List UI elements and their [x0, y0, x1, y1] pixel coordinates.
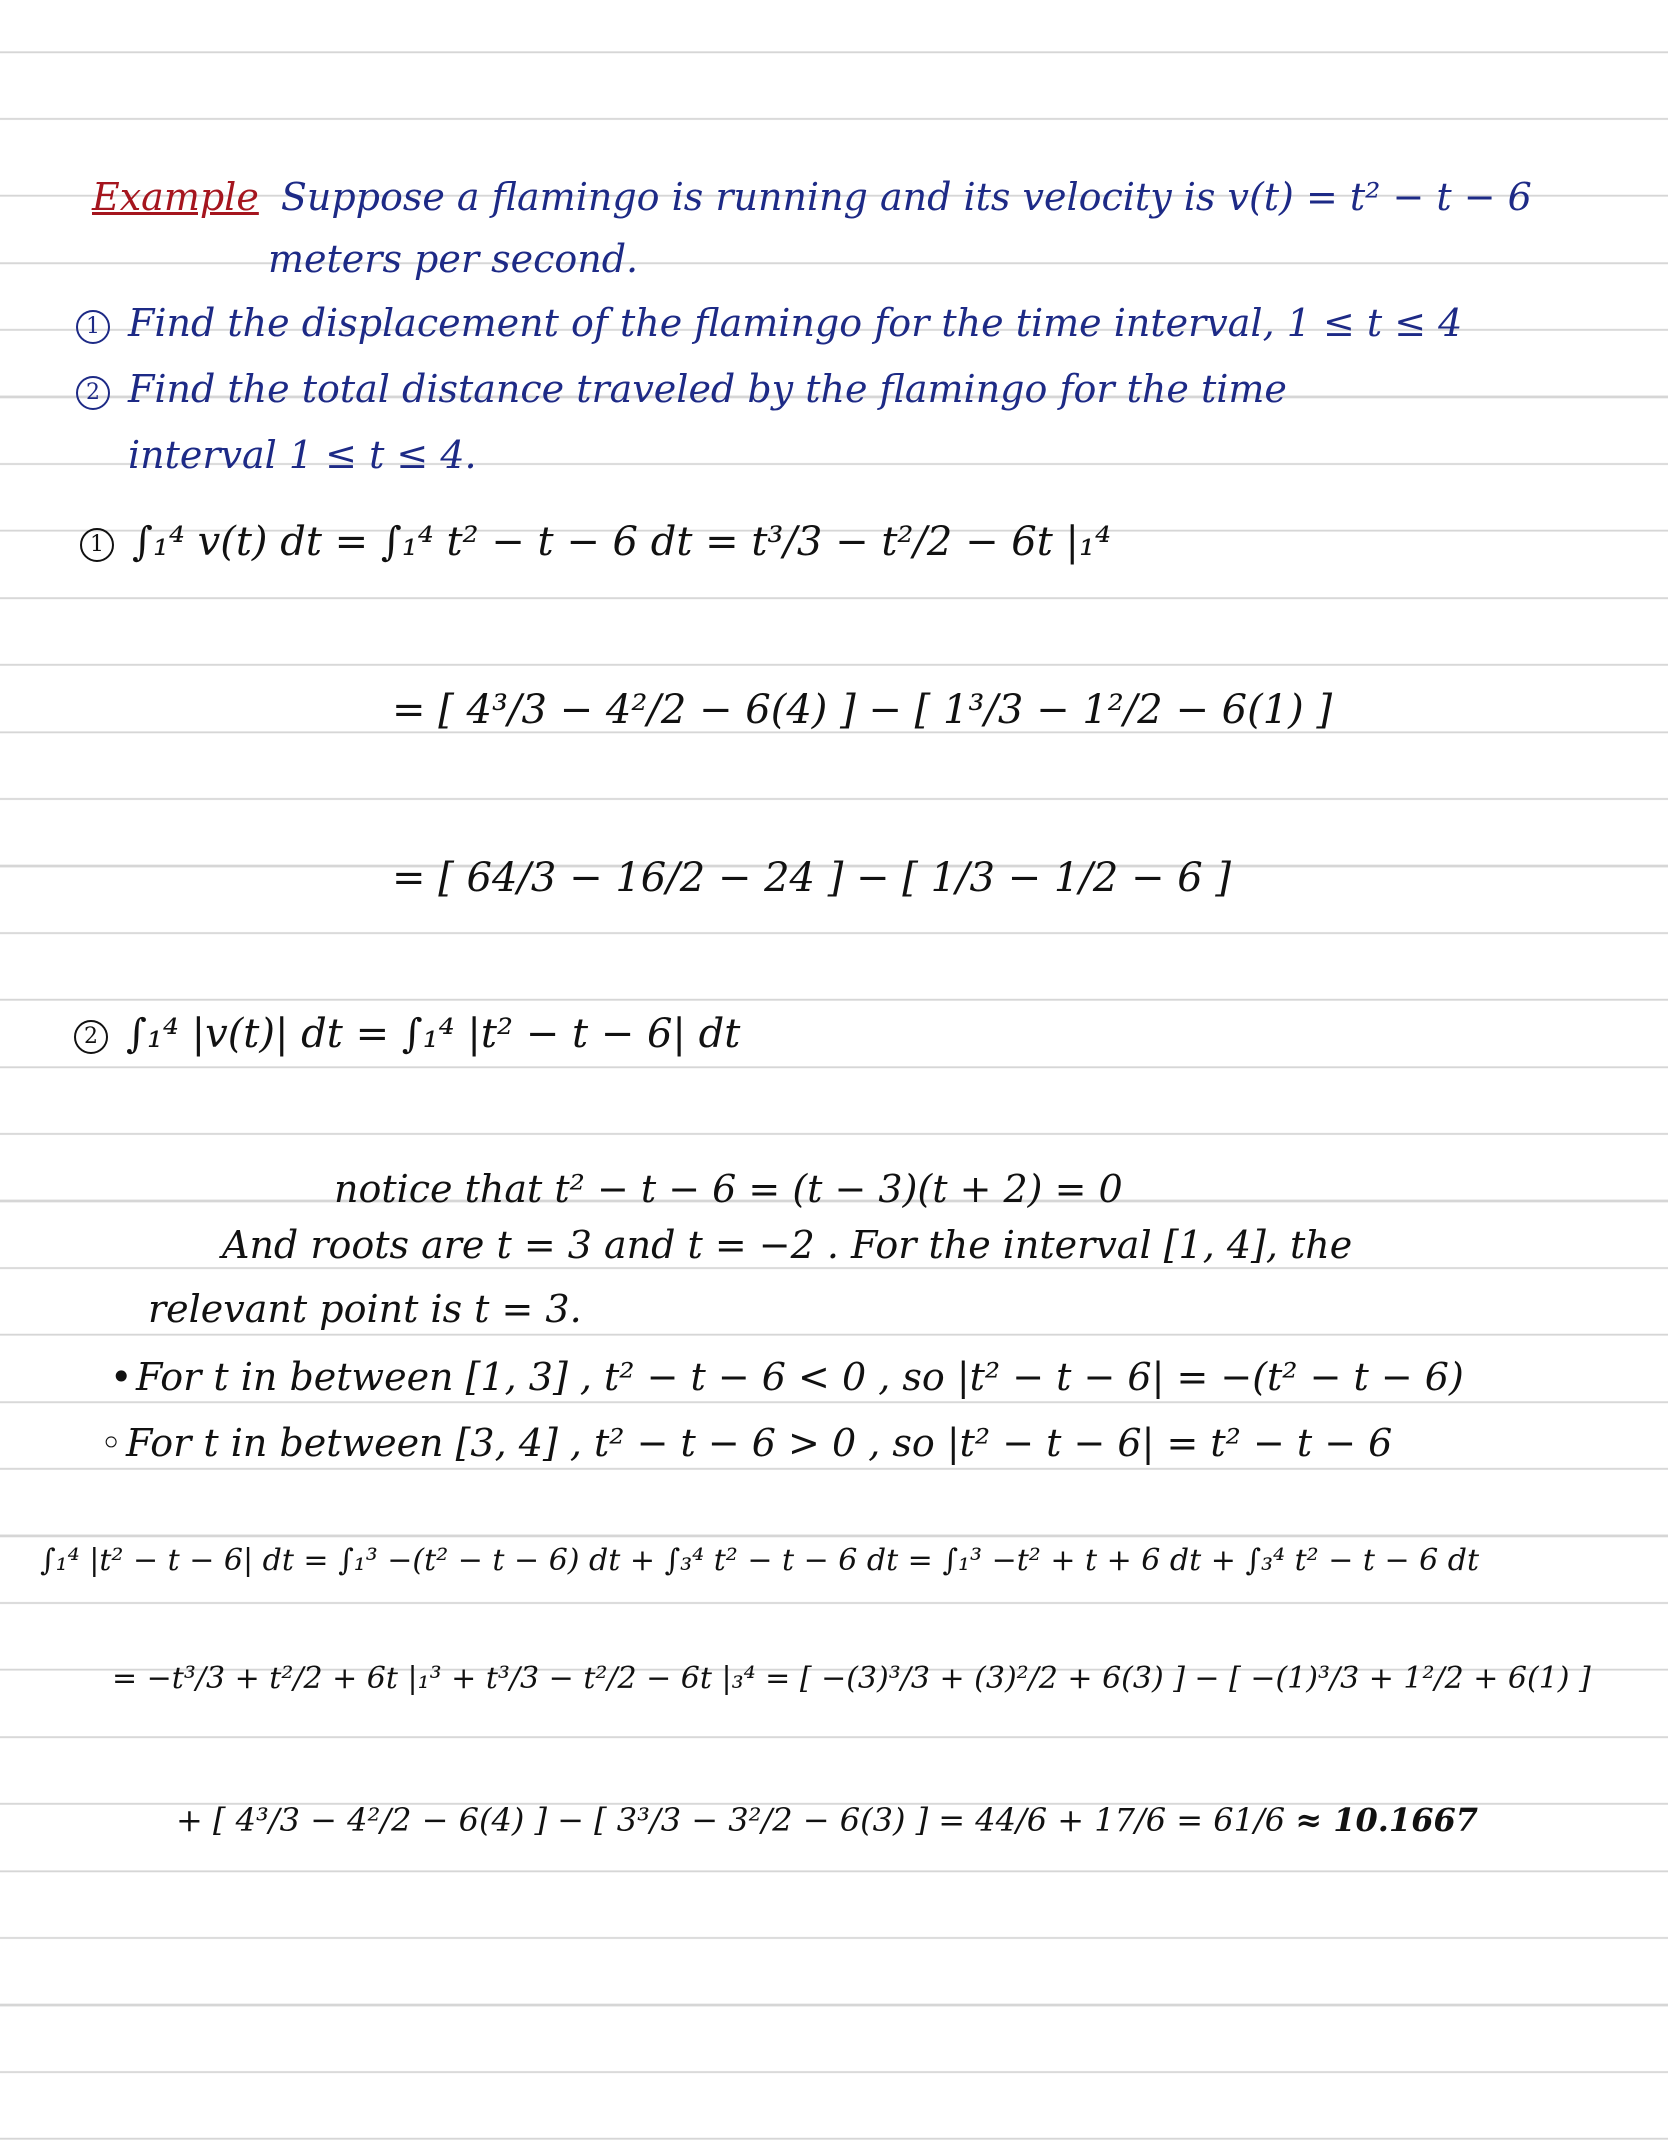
part-2-line-1: ∫₁⁴ |v(t)| dt = ∫₁⁴ |t² − t − 6| dt: [126, 1011, 741, 1057]
bullet-2-text: For t in between [3, 4] , t² − t − 6 > 0 , so |t² − t − 6| = t² − t − 6: [126, 1421, 1393, 1465]
example-title: Example: [92, 175, 259, 219]
example-line-1: [92, 175, 1532, 219]
part-2-label: 2: [74, 1020, 108, 1054]
bullet-icon: •: [110, 1355, 133, 1399]
part-2-eval-line-2: [176, 1801, 1478, 1839]
question-1: [76, 301, 1463, 345]
part-2-roots: And roots are t = 3 and t = −2 . For the interval [1, 4], the: [222, 1223, 1353, 1267]
bullet-item-2: [100, 1421, 1393, 1465]
bullet-item-1: [110, 1355, 1464, 1399]
example-line-2: meters per second.: [268, 237, 639, 281]
bullet-1-text: For t in between [1, 3] , t² − t − 6 < 0 , so |t² − t − 6| = −(t² − t − 6): [136, 1355, 1464, 1399]
part-2-eval-line-1: = −t³/3 + t²/2 + 6t |₁³ + t³/3 − t²/2 − 6t |₃⁴ = [ −(3)³/3 + (3)²/2 + 6(3) ] − [ −(1)³/3 + 1²/2 + 6(1) ]: [112, 1661, 1591, 1696]
part-1-line-3: = [ 64/3 − 16/2 − 24 ] − [ 1/3 − 1/2 − 6 ]: [392, 855, 1231, 901]
part-1-line-1: ∫₁⁴ v(t) dt = ∫₁⁴ t² − t − 6 dt = t³/3 − t²/2 − 6t |₁⁴: [132, 519, 1112, 565]
circled-number-2: 2: [76, 376, 110, 410]
example-intro: Suppose a flamingo is running and its velocity is v(t) = t² − t − 6: [280, 175, 1532, 219]
part-2-integral: [74, 1011, 741, 1057]
circled-number-1: 1: [76, 310, 110, 344]
question-2: [76, 367, 1287, 411]
final-answer: ≈ 10.1667: [1295, 1801, 1478, 1839]
part-2-relevant-point: relevant point is t = 3.: [148, 1287, 582, 1331]
question-2-line-2: interval 1 ≤ t ≤ 4.: [128, 433, 477, 477]
part-1-label: 1: [80, 528, 114, 562]
question-1-text: Find the displacement of the flamingo for the time interval, 1 ≤ t ≤ 4: [128, 301, 1463, 345]
part-2-eval-text: + [ 4³/3 − 4²/2 − 6(4) ] − [ 3³/3 − 3²/2 − 6(3) ] = 44/6 + 17/6 = 61/6: [176, 1801, 1286, 1839]
part-1-line-2: = [ 4³/3 − 4²/2 − 6(4) ] − [ 1³/3 − 1²/2 − 6(1) ]: [392, 687, 1333, 733]
part-2-notice: notice that t² − t − 6 = (t − 3)(t + 2) = 0: [334, 1167, 1123, 1211]
part-2-split-integral: ∫₁⁴ |t² − t − 6| dt = ∫₁³ −(t² − t − 6) dt + ∫₃⁴ t² − t − 6 dt = ∫₁³ −t² + t + 6 dt + ∫₃⁴ t² − t − 6 dt: [40, 1543, 1480, 1578]
bullet-icon: ◦: [100, 1421, 123, 1465]
part-1-integral: [80, 519, 1112, 565]
question-2-text: Find the total distance traveled by the flamingo for the time: [128, 367, 1287, 411]
